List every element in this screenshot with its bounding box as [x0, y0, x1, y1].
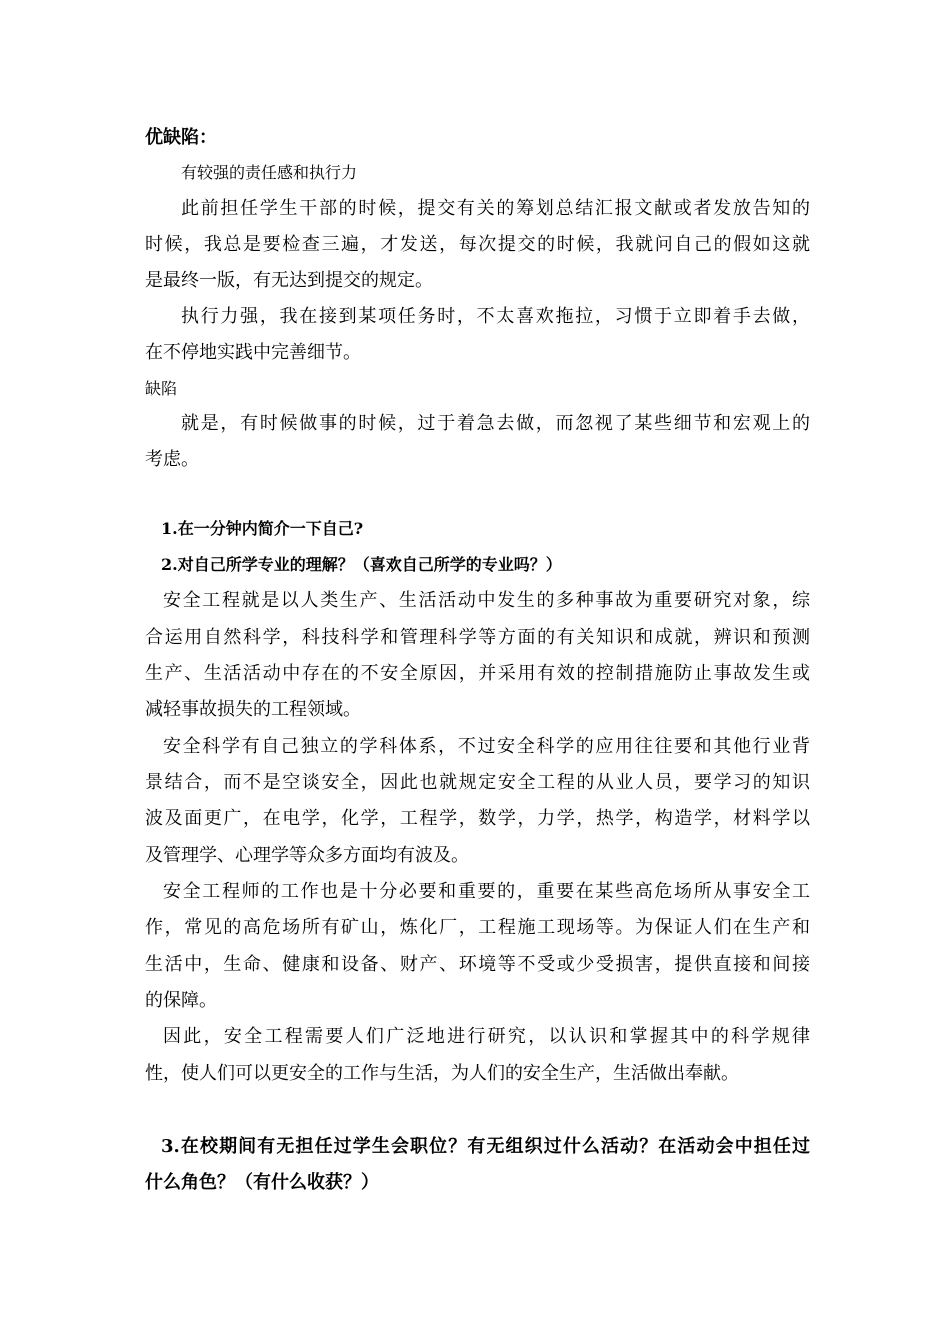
paragraph-line: 执行力强，我在接到某项任务时，不太喜欢拖拉，习惯于立即着手去做， [181, 306, 810, 327]
paragraph-line: 因此，安全工程需要人们广泛地进行研究，以认识和掌握其中的科学规律 [163, 1026, 810, 1047]
subheading-weakness: 缺陷 [145, 379, 178, 398]
heading-pros-cons: 优缺陷： [145, 127, 217, 148]
subheading-strength: 有较强的责任感和执行力 [181, 163, 358, 182]
paragraph-line: 安全工程师的工作也是十分必要和重要的，重要在某些高危场所从事安全工 [163, 881, 810, 902]
paragraph-line: 性，使人们可以更安全的工作与生活，为人们的安全生产，生活做出奉献。 [145, 1063, 739, 1084]
question-1: 1.在一分钟内简介一下自己? [161, 519, 364, 538]
paragraph-line: 是最终一版，有无达到提交的规定。 [145, 270, 433, 291]
paragraph-line: 安全科学有自己独立的学科体系，不过安全科学的应用往往要和其他行业背 [163, 736, 810, 757]
paragraph-line: 生产、生活活动中存在的不安全原因，并采用有效的控制措施防止事故发生或 [145, 663, 810, 684]
paragraph-line: 作，常见的高危场所有矿山，炼化厂，工程施工现场等。为保证人们在生产和 [145, 917, 810, 938]
paragraph-line: 景结合，而不是空谈安全，因此也就规定安全工程的从业人员，要学习的知识 [145, 772, 810, 793]
paragraph-line: 的保障。 [145, 990, 217, 1011]
paragraph-line: 就是，有时候做事的时候，过于着急去做，而忽视了某些细节和宏观上的 [181, 413, 810, 434]
paragraph-line: 及管理学、心理学等众多方面均有波及。 [145, 845, 469, 866]
paragraph-line: 此前担任学生干部的时候，提交有关的筹划总结汇报文献或者发放告知的 [181, 198, 810, 219]
paragraph-line: 减轻事故损失的工程领域。 [145, 699, 361, 720]
question-3: 3.在校期间有无担任过学生会职位？有无组织过什么活动？在活动会中担任过 [161, 1136, 810, 1157]
paragraph-line: 合运用自然科学，科技科学和管理科学等方面的有关知识和成就，辨识和预测 [145, 627, 810, 648]
paragraph-line: 时候，我总是要检查三遍，才发送，每次提交的时候，我就问自己的假如这就 [145, 234, 810, 255]
paragraph-line: 安全工程就是以人类生产、生活活动中发生的多种事故为重要研究对象，综 [163, 590, 810, 611]
paragraph-line: 在不停地实践中完善细节。 [145, 342, 361, 363]
question-2: 2.对自己所学专业的理解？（喜欢自己所学的专业吗？） [161, 555, 562, 574]
paragraph-line: 波及面更广，在电学，化学，工程学，数学，力学，热学，构造学，材料学以 [145, 808, 810, 829]
paragraph-line: 生活中，生命、健康和设备、财产、环境等不受或少受损害，提供直接和间接 [145, 954, 810, 975]
question-3-continued: 什么角色？（有什么收获？） [145, 1172, 379, 1193]
paragraph-line: 考虑。 [145, 449, 199, 470]
